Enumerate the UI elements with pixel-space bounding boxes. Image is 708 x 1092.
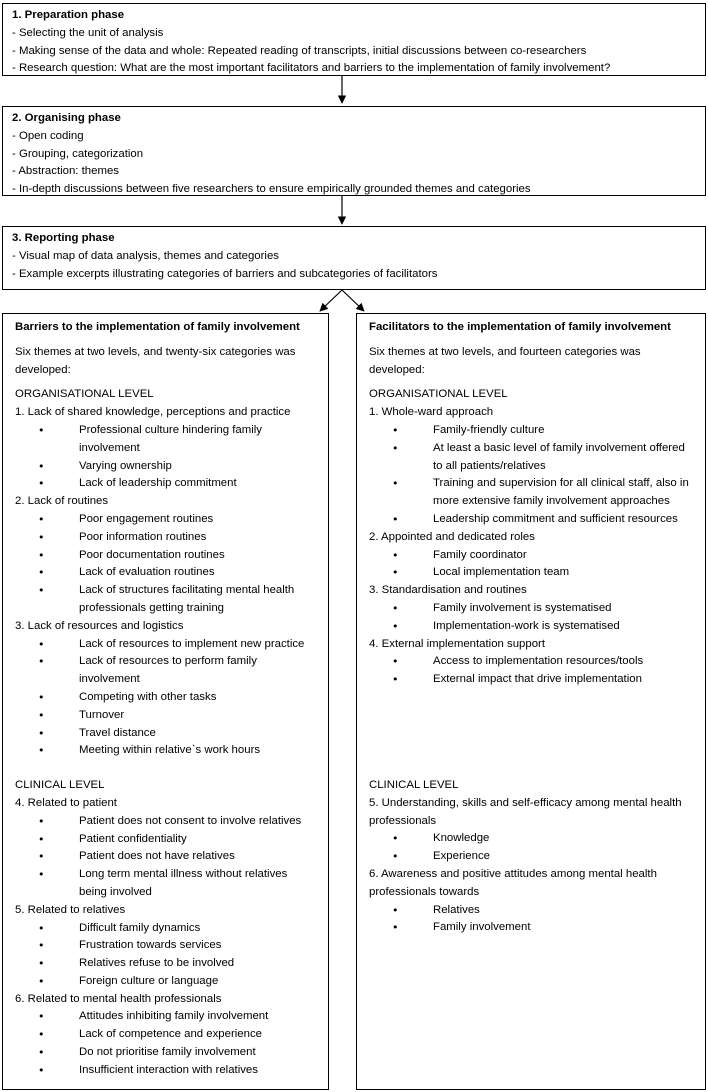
list-item: • Training and supervision for all clinical staff, also in more extensive family involvement approaches — [369, 475, 705, 511]
list-item: • Patient does not consent to involve relatives — [15, 813, 328, 831]
list-item: • Do not prioritise family involvement — [15, 1044, 328, 1062]
category-list — [15, 813, 328, 902]
theme-label: 1. Whole-ward approach — [369, 406, 494, 419]
list-item: • Turnover — [15, 707, 328, 725]
list-item: • Meeting within relative`s work hours — [15, 742, 328, 760]
list-item: • Poor documentation routines — [15, 547, 328, 565]
category-list — [369, 653, 705, 689]
category-list — [369, 547, 705, 583]
phase-line: - Example excerpts illustrating categories of barriers and subcategories of facilitators — [12, 267, 438, 280]
list-item: • Family-friendly culture — [369, 422, 705, 440]
list-item: • Frustration towards services — [15, 937, 328, 955]
category-list — [369, 902, 705, 938]
theme-label: 5. Understanding, skills and self-efficacy among mental health professionals — [369, 796, 682, 827]
list-item: • Implementation-work is systematised — [369, 618, 705, 636]
phase-line: - Making sense of the data and whole: Repeated reading of transcripts, initial discussions between co-researchers — [12, 44, 587, 57]
phase-line: - Open coding — [12, 129, 84, 142]
category-list — [15, 422, 328, 493]
list-item: • Foreign culture or language — [15, 973, 328, 991]
facilitators-box — [356, 313, 706, 1090]
barriers-box — [2, 313, 329, 1090]
theme-label: 2. Lack of routines — [15, 495, 109, 508]
reporting-phase-box — [2, 226, 706, 290]
theme-label: 4. External implementation support — [369, 637, 546, 650]
category-list — [369, 422, 705, 529]
theme-label: 5. Related to relatives — [15, 903, 126, 916]
theme-label: 4. Related to patient — [15, 796, 117, 809]
list-item: • Difficult family dynamics — [15, 920, 328, 938]
list-item: • At least a basic level of family involvement offered to all patients/relatives — [369, 440, 705, 476]
phase-line: - Research question: What are the most important facilitators and barriers to the implementation of family involvement? — [12, 62, 611, 75]
list-item: • Poor engagement routines — [15, 511, 328, 529]
category-list — [15, 636, 328, 761]
theme-label: 3. Lack of resources and logistics — [15, 619, 184, 632]
category-list — [15, 511, 328, 618]
list-item: • Insufficient interaction with relatives — [15, 1062, 328, 1080]
list-item: • Lack of resources to implement new practice — [15, 636, 328, 654]
theme-label: 3. Standardisation and routines — [369, 584, 527, 597]
list-item: • Travel distance — [15, 725, 328, 743]
phase-title: 2. Organising phase — [12, 112, 121, 124]
preparation-phase-box — [2, 3, 706, 76]
list-item: • Varying ownership — [15, 458, 328, 476]
organising-phase-box — [2, 106, 706, 196]
category-list — [369, 600, 705, 636]
facilitators-intro: Six themes at two levels, and fourteen categories was developed: — [369, 345, 641, 376]
list-item: • Leadership commitment and sufficient resources — [369, 511, 705, 529]
phase-line: - In-depth discussions between five researchers to ensure empirically grounded themes and categories — [12, 183, 531, 196]
list-item: • Professional culture hindering family involvement — [15, 422, 328, 458]
list-item: • Lack of evaluation routines — [15, 564, 328, 582]
list-item: • Lack of competence and experience — [15, 1026, 328, 1044]
arrow-phase3-to-barriers — [320, 290, 342, 311]
list-item: • Patient confidentiality — [15, 831, 328, 849]
list-item: • Poor information routines — [15, 529, 328, 547]
barriers-title: Barriers to the implementation of family involvement — [15, 321, 300, 333]
list-item: • Lack of resources to perform family involvement — [15, 653, 328, 689]
list-item: • Attitudes inhibiting family involvement — [15, 1008, 328, 1026]
clinical-level-label: CLINICAL LEVEL — [369, 778, 459, 791]
list-item: • Competing with other tasks — [15, 689, 328, 707]
organisational-level-label: ORGANISATIONAL LEVEL — [15, 388, 154, 401]
theme-label: 2. Appointed and dedicated roles — [369, 530, 535, 543]
list-item: • Experience — [369, 848, 705, 866]
list-item: • Relatives refuse to be involved — [15, 955, 328, 973]
phase-line: - Grouping, categorization — [12, 147, 144, 160]
phase-title: 1. Preparation phase — [12, 9, 125, 21]
phase-line: - Visual map of data analysis, themes and categories — [12, 249, 279, 262]
list-item: • Knowledge — [369, 830, 705, 848]
list-item: • Lack of leadership commitment — [15, 475, 328, 493]
facilitators-title: Facilitators to the implementation of family involvement — [369, 321, 671, 333]
phase-line: - Abstraction: themes — [12, 165, 119, 178]
list-item: • Long term mental illness without relatives being involved — [15, 866, 328, 902]
list-item: • Family coordinator — [369, 547, 705, 565]
list-item: • Lack of structures facilitating mental health professionals getting training — [15, 582, 328, 618]
list-item: • Patient does not have relatives — [15, 848, 328, 866]
list-item: • Access to implementation resources/tools — [369, 653, 705, 671]
list-item: • Relatives — [369, 902, 705, 920]
organisational-level-label: ORGANISATIONAL LEVEL — [369, 388, 508, 401]
arrow-phase3-to-facilitators — [342, 290, 364, 311]
theme-label: 6. Related to mental health professionals — [15, 992, 222, 1005]
category-list — [15, 920, 328, 991]
theme-label: 1. Lack of shared knowledge, perceptions and practice — [15, 406, 291, 419]
barriers-intro: Six themes at two levels, and twenty-six categories was developed: — [15, 345, 296, 376]
list-item: • Family involvement — [369, 919, 705, 937]
category-list — [369, 830, 705, 866]
list-item: • Family involvement is systematised — [369, 600, 705, 618]
theme-label: 6. Awareness and positive attitudes among mental health professionals towards — [369, 867, 657, 898]
clinical-level-label: CLINICAL LEVEL — [15, 779, 105, 792]
list-item: • Local implementation team — [369, 564, 705, 582]
category-list — [15, 1008, 328, 1079]
list-item: • External impact that drive implementation — [369, 671, 705, 689]
phase-title: 3. Reporting phase — [12, 232, 115, 244]
phase-line: - Selecting the unit of analysis — [12, 26, 164, 39]
